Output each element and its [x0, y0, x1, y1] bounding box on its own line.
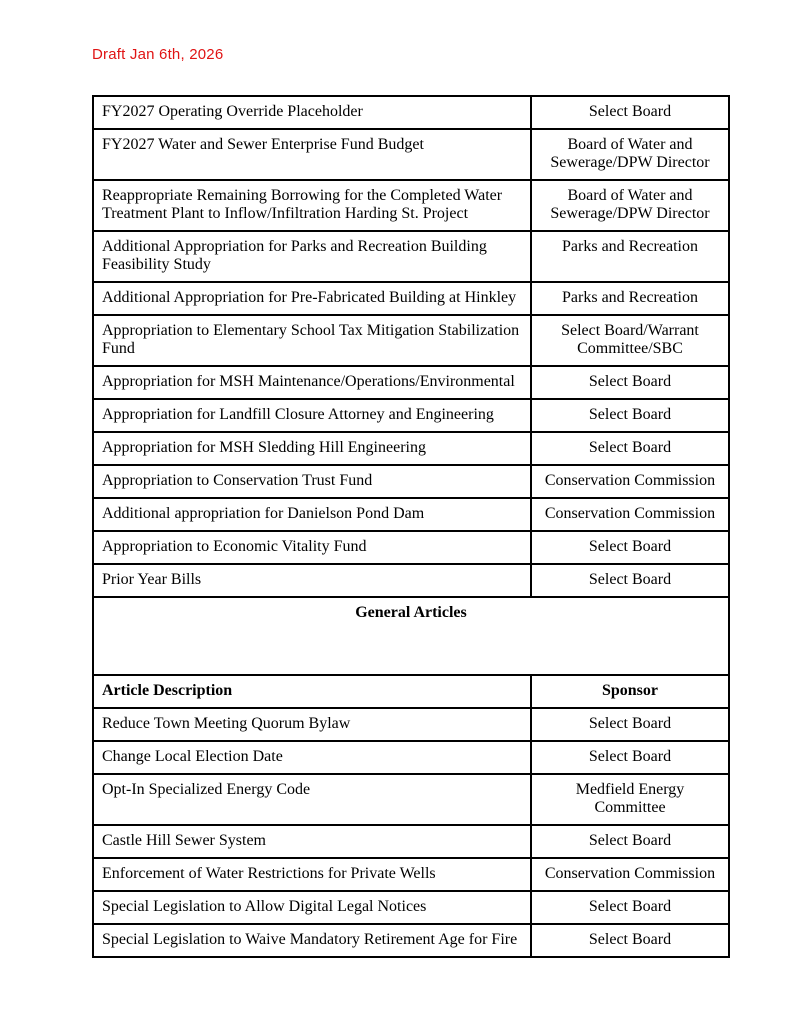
- sponsor-cell: Select Board: [531, 708, 729, 741]
- article-description-cell: Additional Appropriation for Pre-Fabricated Building at Hinkley: [93, 282, 531, 315]
- table-row: [93, 708, 729, 741]
- column-header-sponsor: Sponsor: [531, 675, 729, 708]
- table-row: [93, 924, 729, 957]
- sponsor-cell: Select Board/Warrant Committee/SBC: [531, 315, 729, 366]
- table-row: [93, 498, 729, 531]
- sponsor-cell: Select Board: [531, 564, 729, 597]
- sponsor-cell: Conservation Commission: [531, 498, 729, 531]
- article-description-cell: Reappropriate Remaining Borrowing for the Completed Water Treatment Plant to Inflow/Infiltration Harding St. Project: [93, 180, 531, 231]
- sponsor-cell: Conservation Commission: [531, 858, 729, 891]
- table-row: [93, 825, 729, 858]
- sponsor-cell: Select Board: [531, 531, 729, 564]
- general-articles-rows-section: [93, 708, 729, 957]
- table-row: [93, 891, 729, 924]
- table-row: [93, 432, 729, 465]
- table-row: [93, 564, 729, 597]
- table-row: [93, 366, 729, 399]
- sponsor-cell: Board of Water and Sewerage/DPW Director: [531, 180, 729, 231]
- article-description-cell: Appropriation for Landfill Closure Attorney and Engineering: [93, 399, 531, 432]
- article-description-cell: Appropriation for MSH Sledding Hill Engineering: [93, 432, 531, 465]
- sponsor-cell: Parks and Recreation: [531, 282, 729, 315]
- article-description-cell: Reduce Town Meeting Quorum Bylaw: [93, 708, 531, 741]
- article-description-cell: Special Legislation to Waive Mandatory Retirement Age for Fire: [93, 924, 531, 957]
- table-row: [93, 399, 729, 432]
- article-description-cell: Additional appropriation for Danielson Pond Dam: [93, 498, 531, 531]
- article-description-cell: Enforcement of Water Restrictions for Private Wells: [93, 858, 531, 891]
- section-title-row: [93, 597, 729, 675]
- sponsor-cell: Select Board: [531, 825, 729, 858]
- table-row: [93, 231, 729, 282]
- article-description-cell: Castle Hill Sewer System: [93, 825, 531, 858]
- article-description-cell: Additional Appropriation for Parks and Recreation Building Feasibility Study: [93, 231, 531, 282]
- table-row: [93, 315, 729, 366]
- draft-date-stamp: Draft Jan 6th, 2026: [92, 46, 224, 63]
- article-description-cell: Special Legislation to Allow Digital Legal Notices: [93, 891, 531, 924]
- table-row: [93, 96, 729, 129]
- article-description-cell: Appropriation to Economic Vitality Fund: [93, 531, 531, 564]
- sponsor-cell: Medfield Energy Committee: [531, 774, 729, 825]
- sponsor-cell: Parks and Recreation: [531, 231, 729, 282]
- table-row: [93, 465, 729, 498]
- table-row: [93, 180, 729, 231]
- general-articles-header-section: [93, 597, 729, 708]
- table-row: [93, 531, 729, 564]
- sponsor-cell: Conservation Commission: [531, 465, 729, 498]
- sponsor-cell: Select Board: [531, 741, 729, 774]
- table-row: [93, 282, 729, 315]
- article-description-cell: Opt-In Specialized Energy Code: [93, 774, 531, 825]
- general-articles-section-title: General Articles: [93, 597, 729, 675]
- article-description-cell: Appropriation to Conservation Trust Fund: [93, 465, 531, 498]
- article-description-cell: Prior Year Bills: [93, 564, 531, 597]
- article-description-cell: Appropriation for MSH Maintenance/Operations/Environmental: [93, 366, 531, 399]
- table-row: [93, 858, 729, 891]
- sponsor-cell: Board of Water and Sewerage/DPW Director: [531, 129, 729, 180]
- column-header-row: [93, 675, 729, 708]
- article-description-cell: FY2027 Operating Override Placeholder: [93, 96, 531, 129]
- sponsor-cell: Select Board: [531, 366, 729, 399]
- sponsor-cell: Select Board: [531, 924, 729, 957]
- sponsor-cell: Select Board: [531, 432, 729, 465]
- warrant-articles-table: [92, 95, 730, 958]
- article-description-cell: Change Local Election Date: [93, 741, 531, 774]
- article-description-cell: Appropriation to Elementary School Tax Mitigation Stabilization Fund: [93, 315, 531, 366]
- article-description-cell: FY2027 Water and Sewer Enterprise Fund Budget: [93, 129, 531, 180]
- table-row: [93, 774, 729, 825]
- column-header-article-description: Article Description: [93, 675, 531, 708]
- sponsor-cell: Select Board: [531, 399, 729, 432]
- sponsor-cell: Select Board: [531, 891, 729, 924]
- appropriation-articles-section: [93, 96, 729, 597]
- table-row: [93, 741, 729, 774]
- table-row: [93, 129, 729, 180]
- sponsor-cell: Select Board: [531, 96, 729, 129]
